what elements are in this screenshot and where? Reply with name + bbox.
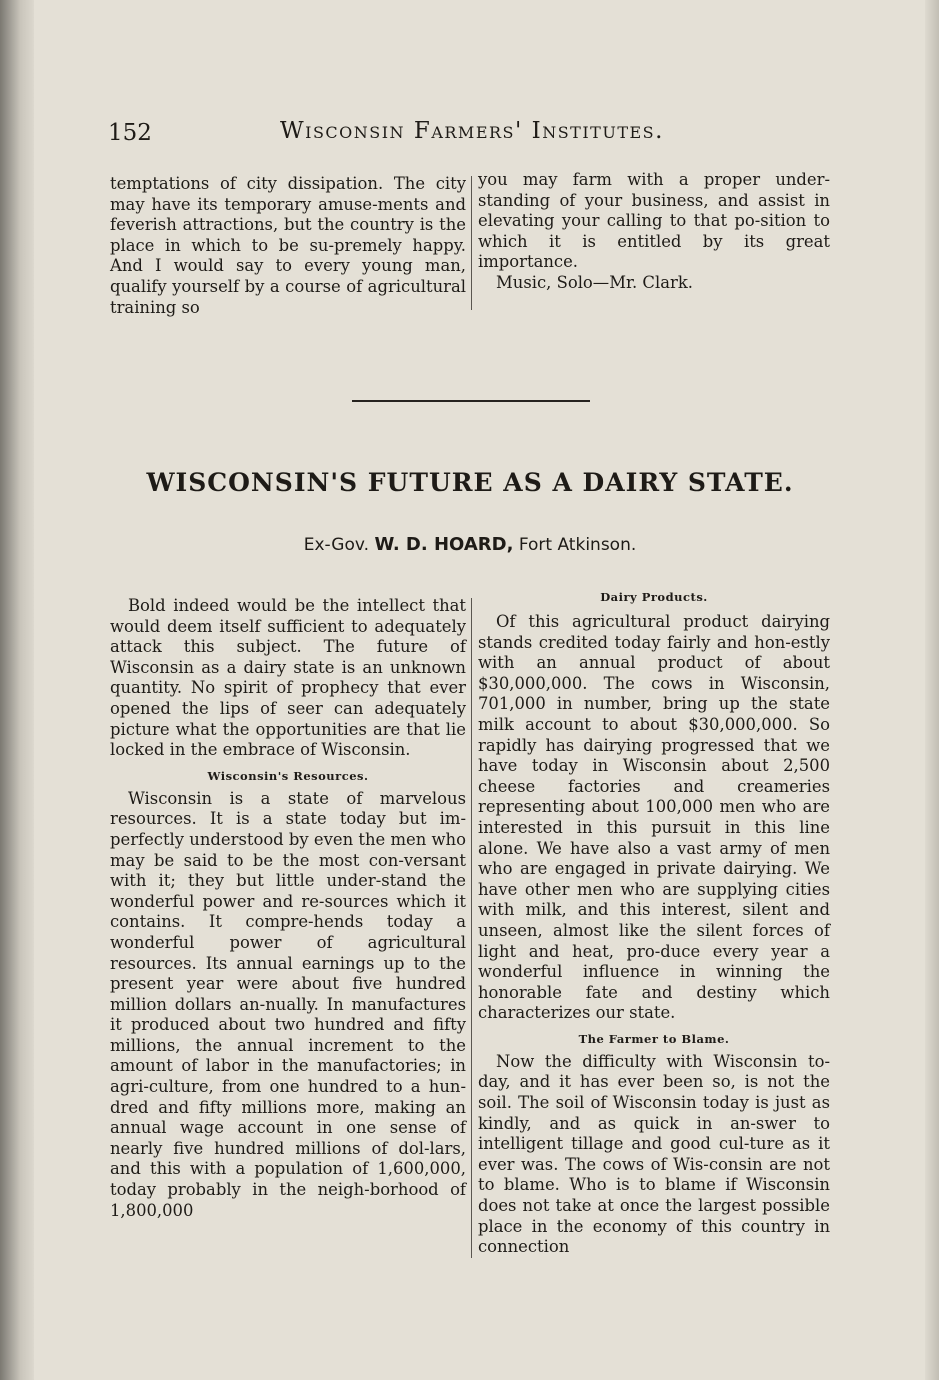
section-divider-rule <box>352 400 590 402</box>
article-left-column <box>110 596 466 1221</box>
running-head: Wisconsin Farmers' Institutes. <box>280 118 664 144</box>
byline-prefix: Ex-Gov. <box>303 535 370 555</box>
music-note: Music, Solo—Mr. Clark. <box>496 272 693 292</box>
page-edge-shadow <box>925 0 939 1380</box>
article-right-heading-wrap <box>478 590 830 610</box>
book-binding-edge <box>0 0 34 1380</box>
continued-paragraph-end: you may farm with a proper under-standing of your business, and assist in elevating your calling to that po-sition to which it is entitled by its great importance. <box>478 170 830 272</box>
article-right-column <box>478 612 830 1258</box>
column-divider-top <box>471 176 472 310</box>
farmer-paragraph: Now the difficulty with Wisconsin to-day, and it has ever been so, is not the soil. The soil of Wisconsin today is just as kindly, and as quick in an-swer to intelligent tillage and good cul-ture as it ever was. The cows of Wis-consin are not to blame. Who is to blame if Wisconsin does not take at once the largest possible place in the economy of this country in connection <box>478 1051 830 1257</box>
page-header <box>108 118 868 158</box>
continued-paragraph: temptations of city dissipation. The city may have its temporary amuse-ments and feverish attractions, but the country is the place in which to be su-premely happy. And I would say to every young man, qualify yourself by a course of agricultural training so <box>110 174 466 317</box>
subheading-dairy-products: Dairy Products. <box>600 590 708 604</box>
top-right-column <box>478 170 830 294</box>
top-left-column <box>110 174 466 318</box>
byline-name: W. D. HOARD, <box>374 534 514 555</box>
resources-paragraph: Wisconsin is a state of marvelous resources. It is a state today but im-perfectly understood by even the men who may be said to be the most con-versant with it; they but little under-stand the wonderful power and re-sources which it contains. It compre-hends today a wonderful power of agricultural resources. Its annual earnings up to the present year were about five hundred million dollars an-nually. In manufactures it produced about two hundred and fifty millions, the annual increment to the amount of labor in the manufactories; in agri-culture, from one hundred to a hun-dred and fifty millions more, making an annual wage account in one sense of nearly five hundred millions of dol-lars, and this with a population of 1,600,000, today probably in the neigh-borhood of 1,800,000 <box>110 788 466 1220</box>
dairy-products-paragraph: Of this agricultural product dairying stands credited today fairly and hon-estly with an annual product of about $30,000,000. The cows in Wisconsin, 701,000 in number, bring up the state milk account to about $30,000,000. So rapidly has dairying progressed that we have today in Wisconsin about 2,500 cheese factories and creameries representing about 100,000 men who are interested in this pursuit in this line alone. We have also a vast army of men who are engaged in private dairying. We have other men who are supplying cities with milk, and this interest, silent and unseen, almost like the silent forces of light and heat, pro-duce every year a wonderful influence in winning the honorable fate and destiny which characterizes our state. <box>478 612 830 1023</box>
byline-place: Fort Atkinson. <box>518 535 637 555</box>
intro-paragraph: Bold indeed would be the intellect that would deem itself sufficient to adequately attack this subject. The future of Wisconsin as a dairy state is an unknown quantity. No spirit of prophecy that ever opened the lips of seer can adequately picture what the opportunities are that lie locked in the embrace of Wisconsin. <box>110 596 466 760</box>
page-number: 152 <box>108 120 152 146</box>
subheading-resources: Wisconsin's Resources. <box>207 768 369 783</box>
column-divider-article <box>471 598 472 1258</box>
article-title: WISCONSIN'S FUTURE AS A DAIRY STATE. <box>146 468 794 497</box>
byline <box>110 534 830 555</box>
subheading-farmer-to-blame: The Farmer to Blame. <box>578 1031 730 1046</box>
